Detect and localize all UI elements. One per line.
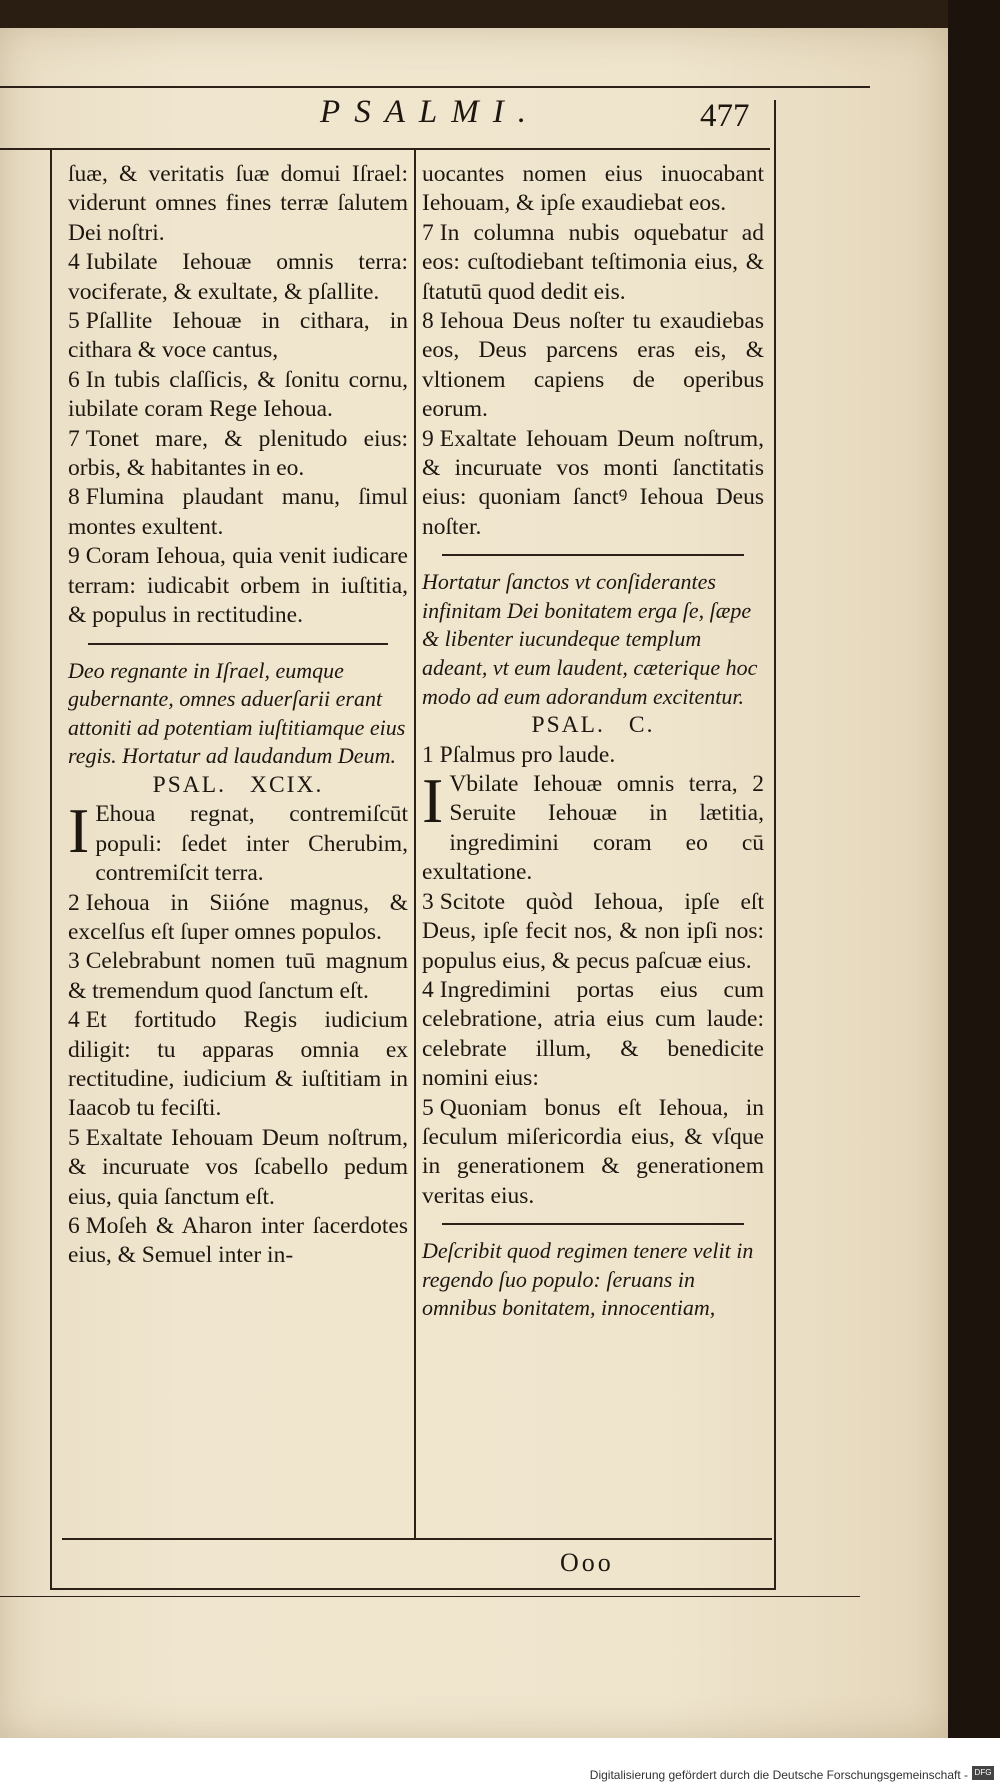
dfg-logo: DFG — [972, 1766, 994, 1780]
verse: 3 Celebrabunt nomen tuū magnum & tremendum quod ſanctum eſt. — [68, 948, 408, 1004]
verse-number: 9 — [68, 543, 80, 570]
verse-number: 4 — [68, 1007, 80, 1034]
scan-background — [948, 0, 1000, 1787]
verse-number: 7 — [68, 425, 80, 452]
verse-number: 4 — [68, 249, 80, 276]
digitization-credit: Digitalisierung gefördert durch die Deutsche Forschungsgemeinschaft - — [589, 1768, 968, 1782]
verse: 5 Exaltate Iehouam Deum noſtrum, & incuruate vos ſcabello pedum eius, quia ſanctum eſt. — [68, 1124, 408, 1210]
right-border-line — [774, 100, 776, 1590]
verse: 8 Flumina plaudant manu, ſimul montes exultent. — [68, 484, 408, 540]
psalm-summary: Deo regnante in Iſrael, eumque gubernante, omnes aduerſarii erant attoniti ad potentiam iuſtitiamque eius regis. Hortatur ad laudandum Deum. — [68, 657, 406, 769]
verse-number: 2 — [68, 889, 80, 916]
verse: 9 Exaltate Iehouam Deum noſtrum, & incuruate vos monti ſanctitatis eius: quoniam ſanctꝰ Iehoua Deus noſter. — [422, 425, 764, 540]
verse-number: 7 — [422, 219, 434, 246]
verse: 7 Tonet mare, & plenitudo eius: orbis, & habitantes in eo. — [68, 425, 408, 482]
right-column — [422, 160, 764, 1323]
verse: 4 Ingredimini portas eius cum celebratione, atria eius cum laude: celebrate illum, & benedicite nomini eius: — [422, 976, 764, 1092]
drop-cap: I — [68, 795, 90, 867]
verse-number: 6 — [68, 1212, 80, 1239]
verse: 7 In columna nubis oquebatur ad eos: cuſtodiebant teſtimonia eius, & ſtatutū quod dedit eis. — [422, 219, 764, 305]
verse: 4 Et fortitudo Regis iudicium diligit: tu apparas omnia ex rectitudine, iudicium & iuſtitiam in Iaacob tu feciſti. — [68, 1007, 408, 1122]
bottom-rule-1 — [62, 1538, 772, 1540]
verse: 6 In tubis claſſicis, & ſonitu cornu, iubilate coram Rege Iehoua. — [68, 366, 408, 423]
verse: 8 Iehoua Deus noſter tu exaudiebas eos, Deus parcens eras eis, & vltionem capiens de operibus eorum. — [422, 308, 764, 423]
psalm-summary: Hortatur ſanctos vt conſiderantes infinitam Dei bonitatem erga ſe, ſæpe & libenter iucundeque templum adeant, vt eum laudent, cæterique hoc modo ad eum adorandum excitentur. — [422, 569, 758, 709]
verse-number: 5 — [422, 1094, 434, 1121]
bottom-rule-3 — [0, 1596, 860, 1597]
verse: 5 Quoniam bonus eſt Iehoua, in ſeculum miſericordia eius, & vſque in generationem & generationem veritas eius. — [422, 1094, 764, 1209]
verse: 6 Moſeh & Aharon inter ſacerdotes eius, & Semuel inter in- — [68, 1212, 408, 1269]
verse: 5 Pſallite Iehouæ in cithara, in cithara & voce cantus, — [68, 308, 408, 364]
verse: 3 Scitote quòd Iehoua, ipſe eſt Deus, ipſe fecit nos, & non ipſi nos: populus eius, & pecus paſcuæ eius. — [422, 888, 764, 974]
header-top-rule — [0, 86, 870, 88]
verse-number: 3 — [68, 948, 80, 975]
verse: 2 Iehoua in Siióne magnus, & excelſus eſt ſuper omnes populos. — [68, 889, 408, 945]
verse: uocantes nomen eius inuocabant Iehouam, & ipſe exaudiebat eos. — [422, 161, 764, 217]
left-column — [68, 160, 408, 1271]
page-number: 477 — [700, 98, 750, 134]
column-divider-line — [414, 150, 416, 1540]
bottom-rule-2 — [50, 1588, 776, 1590]
first-verse: I Vbilate Iehouæ omnis terra, 2 Seruite Iehouæ in lætitia, ingredimini coram eo cū exultatione. — [422, 765, 764, 886]
header-bottom-rule — [0, 148, 770, 150]
signature-mark: Ooo — [560, 1548, 614, 1577]
superscription: 1 Pſalmus pro laude. — [422, 741, 616, 768]
verse-number: 3 — [422, 888, 434, 915]
verse: 9 Coram Iehoua, quia venit iudicare terram: iudicabit orbem in iuſtitia, & populus in rectitudine. — [68, 543, 408, 629]
section-divider — [442, 554, 744, 556]
verse: ſuæ, & veritatis ſuæ domui Iſrael: viderunt omnes fines terræ ſalutem Dei noſtri. — [68, 161, 408, 246]
left-border-line — [50, 148, 52, 1588]
drop-cap: I — [422, 765, 444, 837]
verse-number: 8 — [422, 308, 434, 335]
verse-number: 9 — [422, 425, 434, 452]
page-title: PSALMI. — [320, 94, 540, 130]
first-verse: I Ehoua regnat, contremiſcūt populi: ſedet inter Cherubim, contremiſcit terra. — [68, 795, 408, 887]
verse-number: 6 — [68, 366, 80, 393]
psalm-heading: PSAL. C. — [531, 712, 655, 739]
verse-number: 8 — [68, 484, 80, 511]
section-divider — [88, 643, 388, 645]
verse: 4 Iubilate Iehouæ omnis terra: vociferate, & exultate, & pſallite. — [68, 249, 408, 305]
verse-number: 5 — [68, 1124, 80, 1151]
section-divider — [442, 1223, 744, 1225]
verse-number: 4 — [422, 976, 434, 1003]
psalm-heading: PSAL. XCIX. — [152, 771, 324, 798]
verse-number: 5 — [68, 308, 80, 335]
psalm-summary: Deſcribit quod regimen tenere velit in regendo ſuo populo: ſeruans in omnibus bonitatem, innocentiam, — [422, 1238, 754, 1321]
